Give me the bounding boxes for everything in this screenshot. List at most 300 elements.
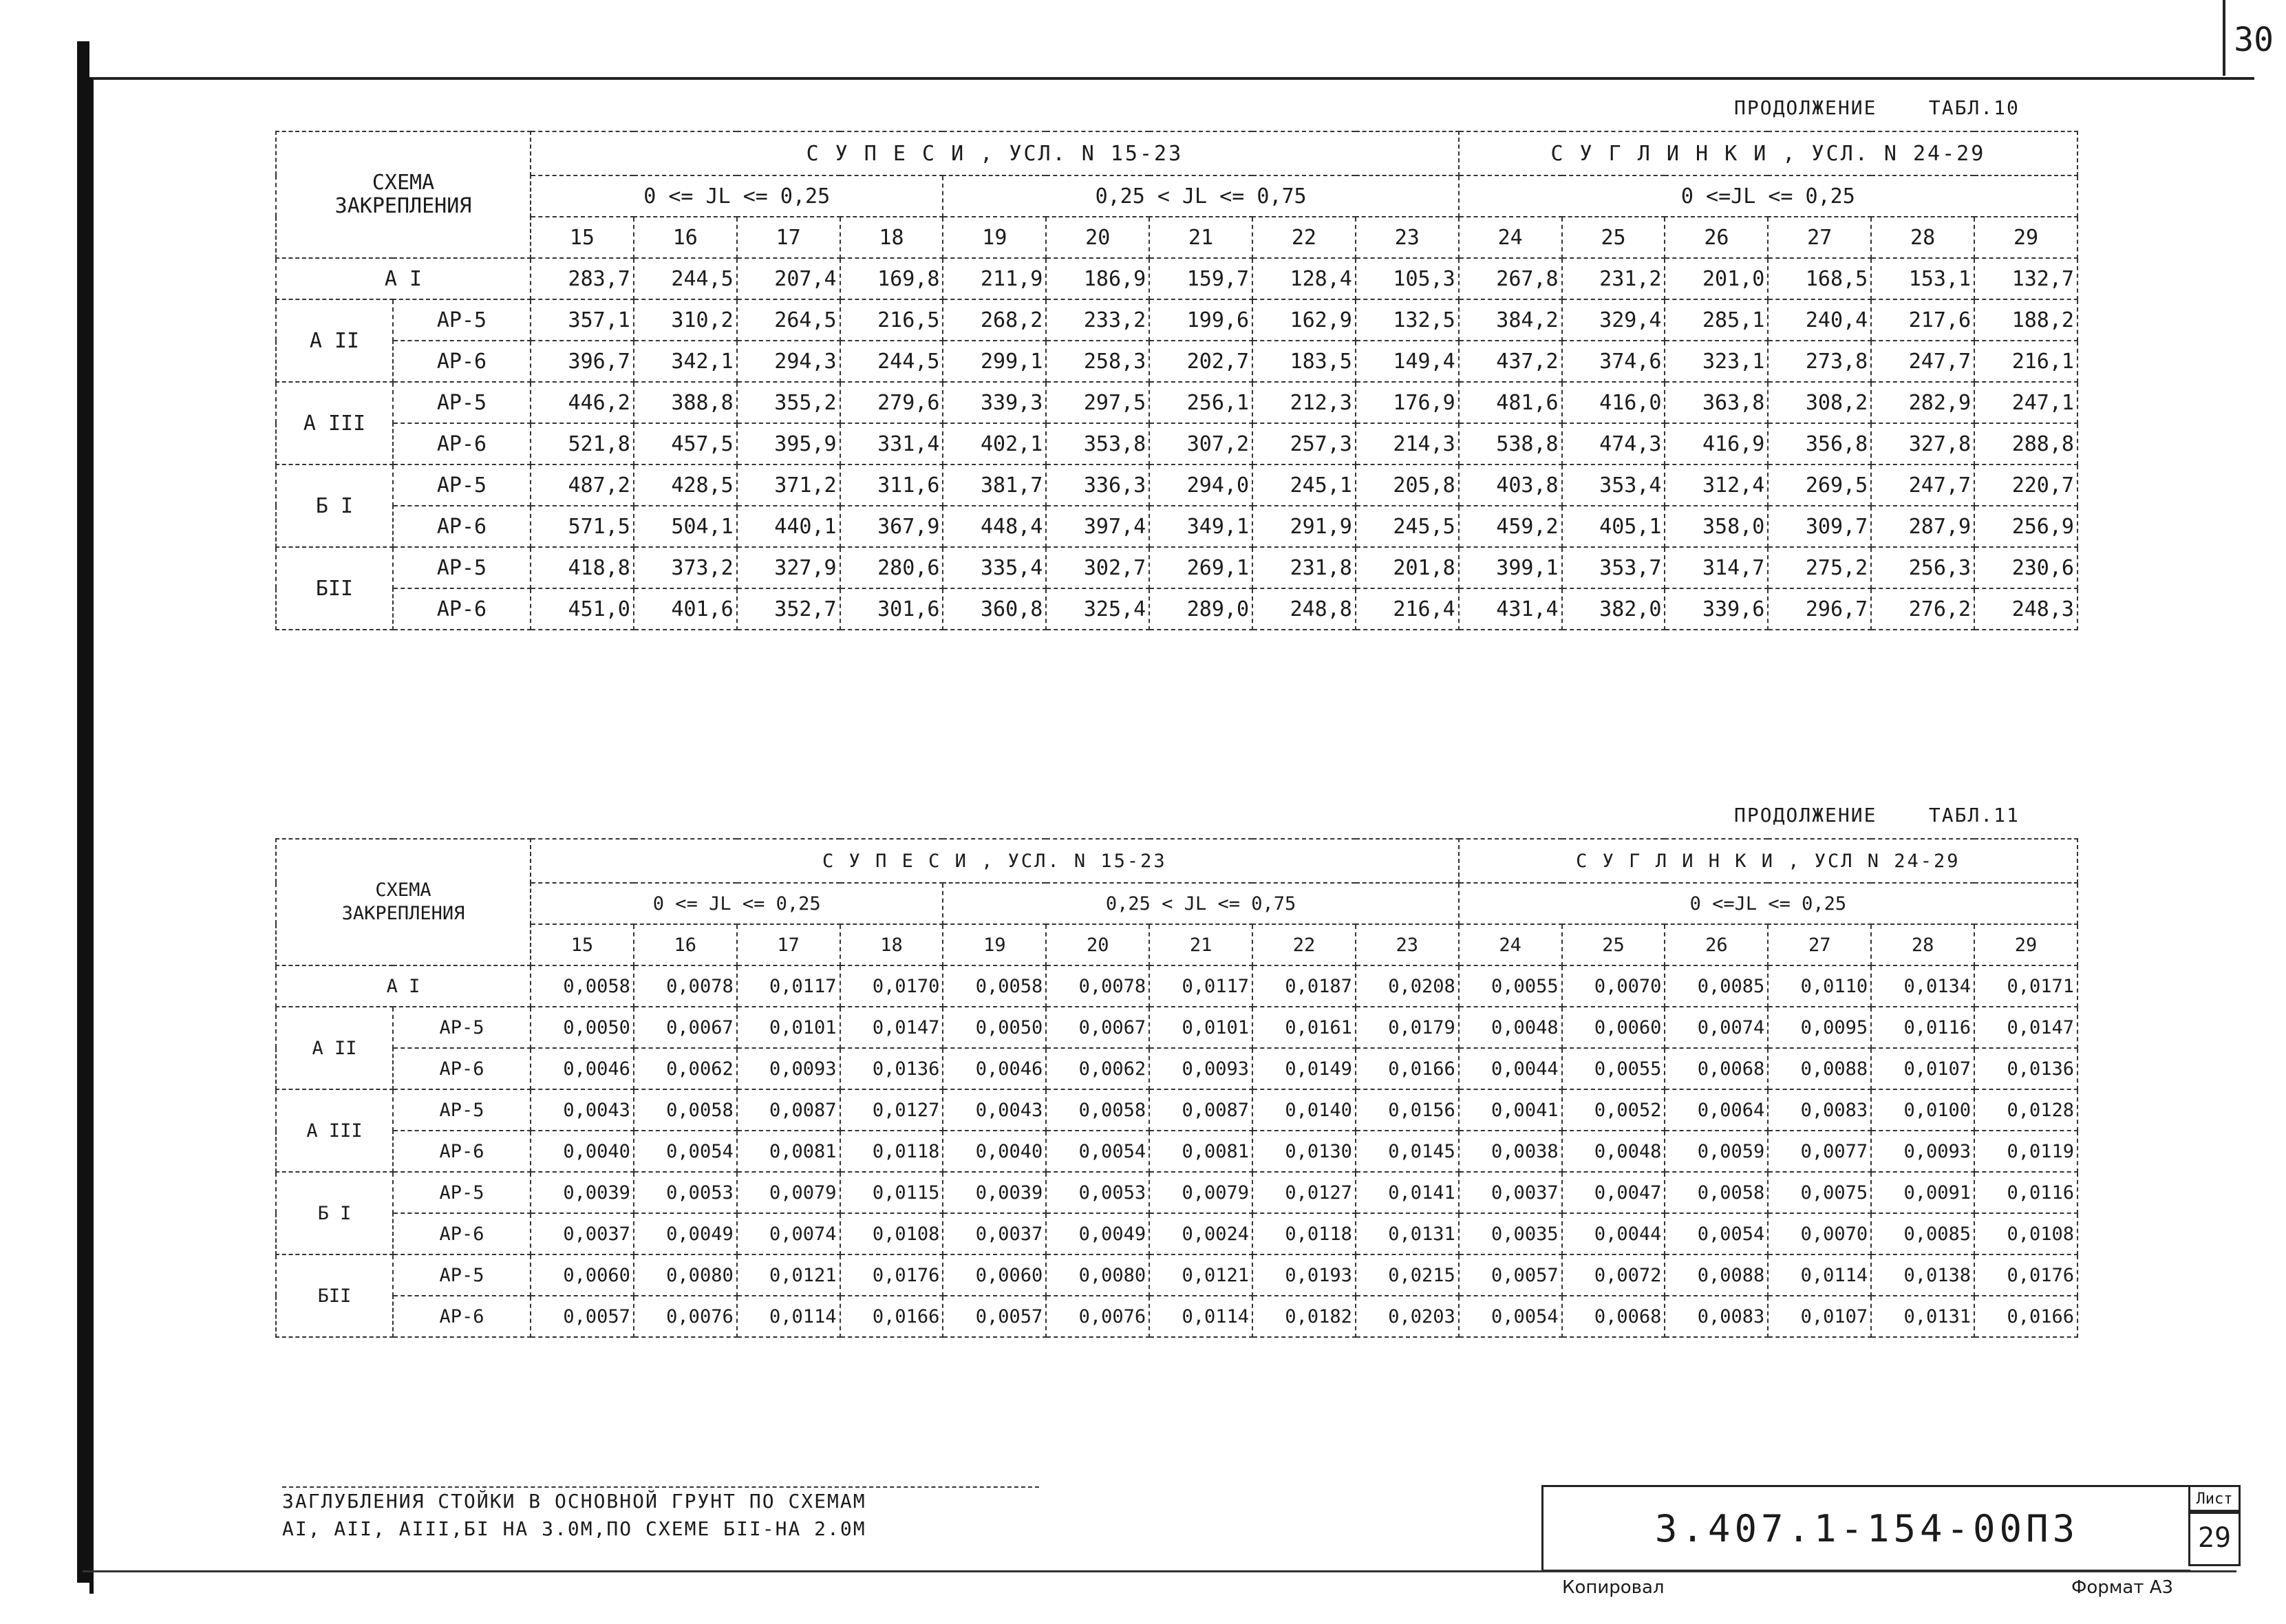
table-10 bbox=[275, 131, 2078, 630]
table-cell: 269,5 bbox=[1768, 464, 1871, 506]
table-cell: 217,6 bbox=[1871, 299, 1974, 341]
table-cell: 302,7 bbox=[1046, 547, 1149, 588]
table-cell: 395,9 bbox=[737, 423, 840, 464]
scheme-group: БII bbox=[276, 547, 393, 630]
table-cell: 0,0081 bbox=[1149, 1131, 1252, 1172]
table-cell: 0,0059 bbox=[1665, 1131, 1768, 1172]
table-cell: 0,0054 bbox=[1046, 1131, 1149, 1172]
table-cell: 205,8 bbox=[1356, 464, 1459, 506]
column-header: 18 bbox=[840, 924, 943, 965]
table-cell: 0,0080 bbox=[634, 1254, 737, 1296]
table-cell: 212,3 bbox=[1252, 382, 1356, 423]
table-cell: 0,0131 bbox=[1356, 1213, 1459, 1254]
table-cell: 0,0060 bbox=[943, 1254, 1046, 1296]
table-cell: 431,4 bbox=[1459, 588, 1562, 630]
table-cell: 0,0141 bbox=[1356, 1172, 1459, 1213]
table-cell: 0,0127 bbox=[1252, 1172, 1356, 1213]
table-cell: 248,3 bbox=[1974, 588, 2077, 630]
scheme-group: Б I bbox=[276, 1172, 393, 1254]
range-header-1: 0 <= JL <= 0,25 bbox=[531, 883, 943, 924]
range-header-2: 0,25 < JL <= 0,75 bbox=[943, 175, 1458, 217]
table-cell: 216,5 bbox=[840, 299, 943, 341]
table-cell: 233,2 bbox=[1046, 299, 1149, 341]
table-cell: 0,0076 bbox=[1046, 1296, 1149, 1337]
table-cell: 202,7 bbox=[1149, 341, 1252, 382]
table-cell: 327,8 bbox=[1871, 423, 1974, 464]
scheme-subtype: АР-6 bbox=[393, 1213, 531, 1254]
table-cell: 176,9 bbox=[1356, 382, 1459, 423]
table-cell: 0,0081 bbox=[737, 1131, 840, 1172]
table-cell: 0,0176 bbox=[1974, 1254, 2077, 1296]
table-cell: 0,0037 bbox=[531, 1213, 634, 1254]
table-cell: 0,0055 bbox=[1459, 965, 1562, 1007]
scheme-subtype: АР-6 bbox=[393, 423, 531, 464]
table-cell: 256,3 bbox=[1871, 547, 1974, 588]
footnote-line-2: АI, АII, АIII,БI НА 3.0М,ПО СХЕМЕ БII-НА 2.0М bbox=[282, 1517, 866, 1540]
corner-divider bbox=[2223, 0, 2225, 76]
scheme-group: Б I bbox=[276, 464, 393, 547]
table-cell: 448,4 bbox=[943, 506, 1046, 547]
binding-strip bbox=[77, 41, 89, 1583]
table-row bbox=[276, 423, 2077, 464]
table-cell: 264,5 bbox=[737, 299, 840, 341]
table-cell: 0,0083 bbox=[1665, 1296, 1768, 1337]
table-cell: 276,2 bbox=[1871, 588, 1974, 630]
table-row bbox=[276, 506, 2077, 547]
table-cell: 349,1 bbox=[1149, 506, 1252, 547]
table-cell: 183,5 bbox=[1252, 341, 1356, 382]
table-cell: 374,6 bbox=[1562, 341, 1665, 382]
page-number: 30 bbox=[2234, 21, 2274, 59]
table-cell: 0,0077 bbox=[1768, 1131, 1871, 1172]
table-cell: 0,0208 bbox=[1356, 965, 1459, 1007]
table-cell: 0,0057 bbox=[1459, 1254, 1562, 1296]
table-cell: 397,4 bbox=[1046, 506, 1149, 547]
table-cell: 401,6 bbox=[634, 588, 737, 630]
table-cell: 0,0093 bbox=[1149, 1048, 1252, 1089]
table-cell: 521,8 bbox=[531, 423, 634, 464]
table-cell: 0,0075 bbox=[1768, 1172, 1871, 1213]
table-cell: 0,0121 bbox=[1149, 1254, 1252, 1296]
table-cell: 311,6 bbox=[840, 464, 943, 506]
table-cell: 357,1 bbox=[531, 299, 634, 341]
table-cell: 0,0048 bbox=[1562, 1131, 1665, 1172]
table-cell: 418,8 bbox=[531, 547, 634, 588]
table-cell: 0,0117 bbox=[1149, 965, 1252, 1007]
table-cell: 428,5 bbox=[634, 464, 737, 506]
table-cell: 0,0079 bbox=[1149, 1172, 1252, 1213]
table-row bbox=[276, 1048, 2077, 1089]
table-cell: 352,7 bbox=[737, 588, 840, 630]
table-cell: 247,1 bbox=[1974, 382, 2077, 423]
column-header: 25 bbox=[1562, 924, 1665, 965]
table-cell: 0,0053 bbox=[634, 1172, 737, 1213]
scheme-group: А III bbox=[276, 1089, 393, 1172]
table-cell: 360,8 bbox=[943, 588, 1046, 630]
table-cell: 201,8 bbox=[1356, 547, 1459, 588]
table-cell: 296,7 bbox=[1768, 588, 1871, 630]
table-cell: 0,0166 bbox=[1356, 1048, 1459, 1089]
column-header: 22 bbox=[1252, 924, 1356, 965]
table-cell: 437,2 bbox=[1459, 341, 1562, 382]
table-cell: 267,8 bbox=[1459, 258, 1562, 299]
scheme-group: А I bbox=[276, 258, 531, 299]
table-cell: 0,0116 bbox=[1871, 1007, 1974, 1048]
table-cell: 240,4 bbox=[1768, 299, 1871, 341]
table-cell: 0,0147 bbox=[840, 1007, 943, 1048]
table-cell: 0,0085 bbox=[1871, 1213, 1974, 1254]
table-cell: 0,0114 bbox=[737, 1296, 840, 1337]
scheme-subtype: АР-5 bbox=[393, 299, 531, 341]
table-cell: 0,0049 bbox=[634, 1213, 737, 1254]
table-cell: 168,5 bbox=[1768, 258, 1871, 299]
group-header-supes: С У П Е С И , УСЛ. N 15-23 bbox=[531, 839, 1459, 883]
table-cell: 220,7 bbox=[1974, 464, 2077, 506]
table-cell: 0,0058 bbox=[943, 965, 1046, 1007]
table-cell: 327,9 bbox=[737, 547, 840, 588]
table-cell: 0,0049 bbox=[1046, 1213, 1149, 1254]
table-cell: 451,0 bbox=[531, 588, 634, 630]
table-cell: 287,9 bbox=[1871, 506, 1974, 547]
table-cell: 416,9 bbox=[1665, 423, 1768, 464]
table-cell: 0,0067 bbox=[1046, 1007, 1149, 1048]
table-row bbox=[276, 1254, 2077, 1296]
table1-caption: ПРОДОЛЖЕНИЕ ТАБЛ.10 bbox=[1734, 96, 2020, 119]
table-cell: 0,0085 bbox=[1665, 965, 1768, 1007]
table-cell: 231,8 bbox=[1252, 547, 1356, 588]
document-code: 3.407.1-154-00ПЗ bbox=[1654, 1506, 2080, 1550]
table-cell: 0,0134 bbox=[1871, 965, 1974, 1007]
table-cell: 0,0052 bbox=[1562, 1089, 1665, 1131]
table-cell: 0,0088 bbox=[1768, 1048, 1871, 1089]
table-cell: 248,8 bbox=[1252, 588, 1356, 630]
column-header: 20 bbox=[1046, 217, 1149, 258]
table-cell: 323,1 bbox=[1665, 341, 1768, 382]
table-cell: 0,0118 bbox=[1252, 1213, 1356, 1254]
table-cell: 0,0166 bbox=[840, 1296, 943, 1337]
table-cell: 257,3 bbox=[1252, 423, 1356, 464]
table-cell: 0,0060 bbox=[531, 1254, 634, 1296]
scheme-subtype: АР-5 bbox=[393, 1172, 531, 1213]
group-header-supes: С У П Е С И , УСЛ. N 15-23 bbox=[531, 131, 1459, 175]
format-label: Формат А3 bbox=[2071, 1577, 2174, 1598]
scheme-header: СХЕМА ЗАКРЕПЛЕНИЯ bbox=[276, 839, 531, 965]
table-cell: 384,2 bbox=[1459, 299, 1562, 341]
table-cell: 571,5 bbox=[531, 506, 634, 547]
table-cell: 0,0193 bbox=[1252, 1254, 1356, 1296]
table-cell: 0,0114 bbox=[1149, 1296, 1252, 1337]
table-cell: 105,3 bbox=[1356, 258, 1459, 299]
table-row bbox=[276, 1213, 2077, 1254]
table-cell: 0,0136 bbox=[840, 1048, 943, 1089]
table-11 bbox=[275, 838, 2078, 1338]
scheme-subtype: АР-5 bbox=[393, 1089, 531, 1131]
table-cell: 0,0108 bbox=[1974, 1213, 2077, 1254]
table-cell: 0,0187 bbox=[1252, 965, 1356, 1007]
table-row bbox=[276, 547, 2077, 588]
table-cell: 405,1 bbox=[1562, 506, 1665, 547]
column-header: 15 bbox=[531, 217, 634, 258]
table-cell: 0,0080 bbox=[1046, 1254, 1149, 1296]
table-cell: 0,0037 bbox=[943, 1213, 1046, 1254]
scheme-group: А II bbox=[276, 299, 393, 382]
table-cell: 0,0072 bbox=[1562, 1254, 1665, 1296]
table-cell: 0,0053 bbox=[1046, 1172, 1149, 1213]
scheme-subtype: АР-6 bbox=[393, 341, 531, 382]
footnote bbox=[282, 1486, 1039, 1543]
table-cell: 0,0079 bbox=[737, 1172, 840, 1213]
table-cell: 0,0078 bbox=[1046, 965, 1149, 1007]
table-cell: 0,0040 bbox=[943, 1131, 1046, 1172]
table-cell: 216,4 bbox=[1356, 588, 1459, 630]
table-cell: 0,0068 bbox=[1665, 1048, 1768, 1089]
table-cell: 0,0128 bbox=[1974, 1089, 2077, 1131]
table-cell: 0,0050 bbox=[943, 1007, 1046, 1048]
table-cell: 358,0 bbox=[1665, 506, 1768, 547]
column-header: 21 bbox=[1149, 217, 1252, 258]
table-cell: 353,8 bbox=[1046, 423, 1149, 464]
table-cell: 487,2 bbox=[531, 464, 634, 506]
table-cell: 247,7 bbox=[1871, 464, 1974, 506]
table-cell: 0,0110 bbox=[1768, 965, 1871, 1007]
table-cell: 162,9 bbox=[1252, 299, 1356, 341]
table-cell: 0,0054 bbox=[634, 1131, 737, 1172]
table-cell: 275,2 bbox=[1768, 547, 1871, 588]
group-header-sugl: С У Г Л И Н К И , УСЛ. N 24-29 bbox=[1459, 131, 2077, 175]
scheme-subtype: АР-6 bbox=[393, 588, 531, 630]
table-cell: 207,4 bbox=[737, 258, 840, 299]
table-cell: 457,5 bbox=[634, 423, 737, 464]
column-header: 21 bbox=[1149, 924, 1252, 965]
table-cell: 446,2 bbox=[531, 382, 634, 423]
column-header: 16 bbox=[634, 924, 737, 965]
table-cell: 258,3 bbox=[1046, 341, 1149, 382]
table-cell: 402,1 bbox=[943, 423, 1046, 464]
column-header: 28 bbox=[1871, 217, 1974, 258]
table-cell: 0,0044 bbox=[1562, 1213, 1665, 1254]
table-cell: 0,0156 bbox=[1356, 1089, 1459, 1131]
column-header: 27 bbox=[1768, 217, 1871, 258]
scheme-subtype: АР-5 bbox=[393, 1007, 531, 1048]
table-cell: 416,0 bbox=[1562, 382, 1665, 423]
scheme-group: А I bbox=[276, 965, 531, 1007]
column-header: 19 bbox=[943, 924, 1046, 965]
table-cell: 538,8 bbox=[1459, 423, 1562, 464]
table-cell: 230,6 bbox=[1974, 547, 2077, 588]
table-cell: 245,5 bbox=[1356, 506, 1459, 547]
table-cell: 0,0108 bbox=[840, 1213, 943, 1254]
table-cell: 280,6 bbox=[840, 547, 943, 588]
scheme-group: А II bbox=[276, 1007, 393, 1089]
table-cell: 256,1 bbox=[1149, 382, 1252, 423]
table-cell: 0,0040 bbox=[531, 1131, 634, 1172]
table-cell: 0,0046 bbox=[943, 1048, 1046, 1089]
table-cell: 373,2 bbox=[634, 547, 737, 588]
table-cell: 0,0078 bbox=[634, 965, 737, 1007]
table-cell: 0,0182 bbox=[1252, 1296, 1356, 1337]
range-header-3: 0 <=JL <= 0,25 bbox=[1459, 175, 2077, 217]
table-cell: 355,2 bbox=[737, 382, 840, 423]
table-cell: 0,0060 bbox=[1562, 1007, 1665, 1048]
table-cell: 0,0121 bbox=[737, 1254, 840, 1296]
table-cell: 245,1 bbox=[1252, 464, 1356, 506]
scheme-group: А III bbox=[276, 382, 393, 464]
table-cell: 0,0101 bbox=[737, 1007, 840, 1048]
table-cell: 0,0088 bbox=[1665, 1254, 1768, 1296]
table-cell: 0,0050 bbox=[531, 1007, 634, 1048]
table-cell: 0,0068 bbox=[1562, 1296, 1665, 1337]
table-cell: 0,0057 bbox=[943, 1296, 1046, 1337]
column-header: 29 bbox=[1974, 217, 2077, 258]
column-header: 19 bbox=[943, 217, 1046, 258]
table-cell: 0,0131 bbox=[1871, 1296, 1974, 1337]
table-cell: 0,0043 bbox=[943, 1089, 1046, 1131]
table-cell: 312,4 bbox=[1665, 464, 1768, 506]
table-cell: 0,0119 bbox=[1974, 1131, 2077, 1172]
table-cell: 0,0101 bbox=[1149, 1007, 1252, 1048]
scheme-group: БII bbox=[276, 1254, 393, 1337]
table-cell: 0,0058 bbox=[531, 965, 634, 1007]
scheme-subtype: АР-5 bbox=[393, 1254, 531, 1296]
table-cell: 481,6 bbox=[1459, 382, 1562, 423]
table-cell: 282,9 bbox=[1871, 382, 1974, 423]
table-cell: 459,2 bbox=[1459, 506, 1562, 547]
sheet-label: Лист bbox=[2188, 1485, 2241, 1514]
table-cell: 0,0062 bbox=[1046, 1048, 1149, 1089]
document-code-stamp bbox=[1541, 1485, 2190, 1572]
column-header: 18 bbox=[840, 217, 943, 258]
group-header-sugl: С У Г Л И Н К И , УСЛ N 24-29 bbox=[1459, 839, 2077, 883]
table-cell: 256,9 bbox=[1974, 506, 2077, 547]
table-cell: 0,0070 bbox=[1562, 965, 1665, 1007]
range-header-1: 0 <= JL <= 0,25 bbox=[531, 175, 943, 217]
scheme-subtype: АР-6 bbox=[393, 1296, 531, 1337]
range-header-3: 0 <=JL <= 0,25 bbox=[1459, 883, 2077, 924]
table-cell: 244,5 bbox=[634, 258, 737, 299]
table-cell: 288,8 bbox=[1974, 423, 2077, 464]
table-cell: 339,3 bbox=[943, 382, 1046, 423]
table-cell: 0,0057 bbox=[531, 1296, 634, 1337]
table-cell: 0,0171 bbox=[1974, 965, 2077, 1007]
table-row bbox=[276, 1296, 2077, 1337]
table-cell: 0,0074 bbox=[1665, 1007, 1768, 1048]
scheme-subtype: АР-5 bbox=[393, 382, 531, 423]
table-cell: 0,0083 bbox=[1768, 1089, 1871, 1131]
footnote-line-1: ЗАГЛУБЛЕНИЯ СТОЙКИ В ОСНОВНОЙ ГРУНТ ПО СХЕМАМ bbox=[282, 1490, 866, 1513]
table-cell: 0,0048 bbox=[1459, 1007, 1562, 1048]
table-cell: 371,2 bbox=[737, 464, 840, 506]
column-numbers-row bbox=[276, 924, 2077, 965]
table-cell: 269,1 bbox=[1149, 547, 1252, 588]
table-cell: 0,0145 bbox=[1356, 1131, 1459, 1172]
table-cell: 309,7 bbox=[1768, 506, 1871, 547]
table-cell: 336,3 bbox=[1046, 464, 1149, 506]
table2-caption: ПРОДОЛЖЕНИЕ ТАБЛ.11 bbox=[1734, 804, 2020, 826]
scheme-subtype: АР-5 bbox=[393, 464, 531, 506]
column-header: 15 bbox=[531, 924, 634, 965]
table-cell: 132,5 bbox=[1356, 299, 1459, 341]
table-row bbox=[276, 299, 2077, 341]
table-cell: 0,0140 bbox=[1252, 1089, 1356, 1131]
table-cell: 211,9 bbox=[943, 258, 1046, 299]
table-cell: 335,4 bbox=[943, 547, 1046, 588]
table-cell: 388,8 bbox=[634, 382, 737, 423]
table-row bbox=[276, 1131, 2077, 1172]
column-header: 22 bbox=[1252, 217, 1356, 258]
table-cell: 325,4 bbox=[1046, 588, 1149, 630]
column-header: 17 bbox=[737, 924, 840, 965]
table-cell: 244,5 bbox=[840, 341, 943, 382]
column-header: 24 bbox=[1459, 924, 1562, 965]
table-cell: 0,0067 bbox=[634, 1007, 737, 1048]
table-cell: 403,8 bbox=[1459, 464, 1562, 506]
column-header: 26 bbox=[1665, 217, 1768, 258]
table-cell: 0,0179 bbox=[1356, 1007, 1459, 1048]
table-cell: 279,6 bbox=[840, 382, 943, 423]
table-cell: 308,2 bbox=[1768, 382, 1871, 423]
column-header: 25 bbox=[1562, 217, 1665, 258]
table-cell: 0,0093 bbox=[1871, 1131, 1974, 1172]
table-cell: 214,3 bbox=[1356, 423, 1459, 464]
table-cell: 0,0087 bbox=[737, 1089, 840, 1131]
table-cell: 367,9 bbox=[840, 506, 943, 547]
table-cell: 0,0091 bbox=[1871, 1172, 1974, 1213]
column-header: 23 bbox=[1356, 924, 1459, 965]
table-cell: 0,0044 bbox=[1459, 1048, 1562, 1089]
table-row bbox=[276, 1089, 2077, 1131]
table-cell: 299,1 bbox=[943, 341, 1046, 382]
column-numbers-row bbox=[276, 217, 2077, 258]
table-cell: 0,0024 bbox=[1149, 1213, 1252, 1254]
table-cell: 0,0095 bbox=[1768, 1007, 1871, 1048]
table-cell: 0,0041 bbox=[1459, 1089, 1562, 1131]
table-cell: 356,8 bbox=[1768, 423, 1871, 464]
table-cell: 149,4 bbox=[1356, 341, 1459, 382]
table-cell: 314,7 bbox=[1665, 547, 1768, 588]
table-cell: 0,0130 bbox=[1252, 1131, 1356, 1172]
table-cell: 231,2 bbox=[1562, 258, 1665, 299]
table-cell: 0,0058 bbox=[1665, 1172, 1768, 1213]
table-cell: 297,5 bbox=[1046, 382, 1149, 423]
table-cell: 247,7 bbox=[1871, 341, 1974, 382]
table-cell: 0,0074 bbox=[737, 1213, 840, 1254]
table-row bbox=[276, 1007, 2077, 1048]
table-cell: 188,2 bbox=[1974, 299, 2077, 341]
column-header: 28 bbox=[1871, 924, 1974, 965]
table-cell: 0,0161 bbox=[1252, 1007, 1356, 1048]
table-cell: 0,0039 bbox=[531, 1172, 634, 1213]
table-cell: 0,0115 bbox=[840, 1172, 943, 1213]
table-cell: 273,8 bbox=[1768, 341, 1871, 382]
table-cell: 0,0070 bbox=[1768, 1213, 1871, 1254]
table-cell: 0,0037 bbox=[1459, 1172, 1562, 1213]
table-cell: 268,2 bbox=[943, 299, 1046, 341]
table-cell: 353,7 bbox=[1562, 547, 1665, 588]
column-header: 24 bbox=[1459, 217, 1562, 258]
table-cell: 0,0116 bbox=[1974, 1172, 2077, 1213]
table-cell: 0,0035 bbox=[1459, 1213, 1562, 1254]
table-cell: 0,0127 bbox=[840, 1089, 943, 1131]
table-cell: 331,4 bbox=[840, 423, 943, 464]
table-cell: 342,1 bbox=[634, 341, 737, 382]
table-cell: 0,0117 bbox=[737, 965, 840, 1007]
table-cell: 0,0054 bbox=[1459, 1296, 1562, 1337]
table-row bbox=[276, 258, 2077, 299]
table-cell: 0,0038 bbox=[1459, 1131, 1562, 1172]
table-cell: 169,8 bbox=[840, 258, 943, 299]
column-header: 26 bbox=[1665, 924, 1768, 965]
bottom-rule bbox=[83, 1570, 2236, 1572]
